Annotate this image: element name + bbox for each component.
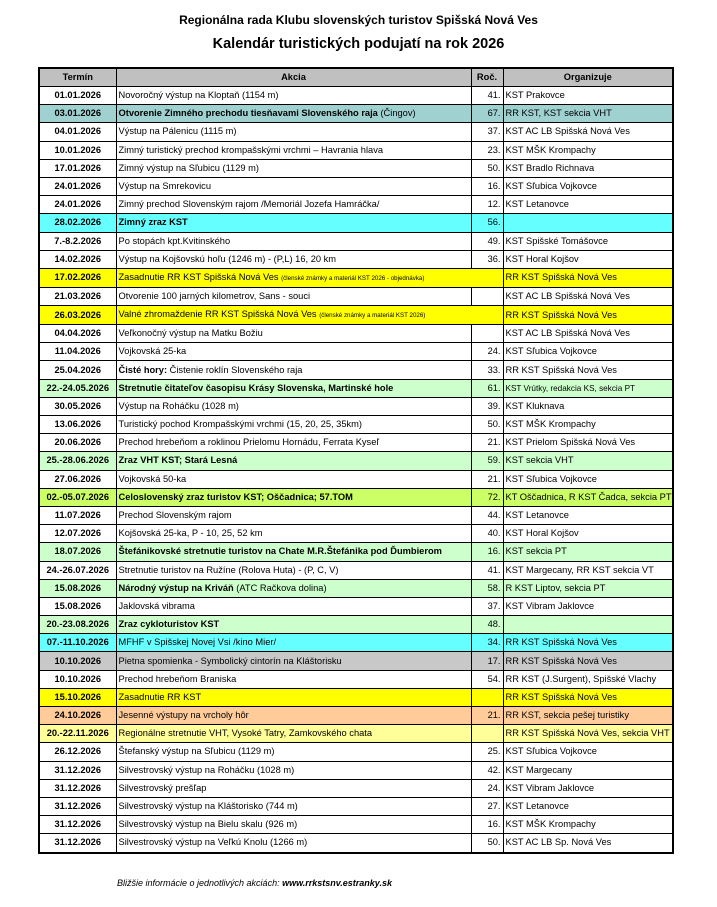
event-name-text: Regionálne stretnutie VHT, Vysoké Tatry, Zamkovského chata (118, 728, 373, 739)
table-row (39, 561, 673, 579)
event-name (116, 177, 471, 195)
table-row (39, 506, 673, 524)
event-name (116, 268, 503, 287)
event-organizer: RR KST Spišská Nová Ves (503, 306, 673, 325)
event-name-text: (Čingov) (377, 108, 416, 119)
table-row (39, 761, 673, 779)
event-name-bold: Otvorenie Zimného prechodu tiesňavami Slovenského raja (118, 108, 378, 119)
event-organizer: KST sekcia PT (503, 543, 673, 561)
event-organizer: KST Spišské Tomášovce (503, 232, 673, 250)
event-name (116, 834, 471, 853)
event-name-text: Jesenné výstupy na vrcholy hôr (118, 710, 249, 721)
event-date: 17.01.2026 (39, 159, 116, 177)
event-organizer: RR KST Spišská Nová Ves (503, 268, 673, 287)
event-date: 24.01.2026 (39, 177, 116, 195)
event-edition: 21. (471, 434, 503, 452)
event-edition (471, 287, 503, 305)
event-date: 22.-24.05.2026 (39, 379, 116, 397)
table-row (39, 250, 673, 268)
table-row (39, 707, 673, 725)
table-row (39, 779, 673, 797)
event-date: 20.06.2026 (39, 434, 116, 452)
event-name (116, 797, 471, 815)
event-organizer: KST Vibram Jaklovce (503, 779, 673, 797)
event-name (116, 561, 471, 579)
table-row (39, 306, 673, 325)
event-edition: 50. (471, 159, 503, 177)
event-date: 26.03.2026 (39, 306, 116, 325)
column-header-akcia: Akcia (116, 68, 471, 87)
event-date: 31.12.2026 (39, 834, 116, 853)
event-name (116, 343, 471, 361)
event-edition: 56. (471, 214, 503, 232)
event-name-text: Otvorenie 100 jarných kilometrov, Sans - souci (118, 290, 311, 301)
event-edition: 50. (471, 834, 503, 853)
event-name (116, 707, 471, 725)
table-row (39, 361, 673, 379)
event-edition: 16. (471, 543, 503, 561)
column-header-organizuje: Organizuje (503, 68, 673, 87)
table-row (39, 579, 673, 597)
event-edition: 67. (471, 105, 503, 123)
event-name (116, 232, 471, 250)
event-name-bold: Zraz VHT KST; Stará Lesná (118, 455, 238, 466)
event-organizer: KST Sľubica Vojkovce (503, 177, 673, 195)
table-row (39, 177, 673, 195)
event-organizer (503, 214, 673, 232)
event-name (116, 159, 471, 177)
event-edition: 42. (471, 761, 503, 779)
event-organizer: KST MŠK Krompachy (503, 816, 673, 834)
event-organizer: KST Kluknava (503, 397, 673, 415)
table-row (39, 452, 673, 470)
event-organizer: KST Vrútky, redakcia KS, sekcia PT (503, 379, 673, 397)
event-note: (členské známky a materiál KST 2026) (319, 312, 426, 320)
event-organizer: KST Horal Kojšov (503, 250, 673, 268)
event-edition: 39. (471, 397, 503, 415)
event-name (116, 325, 471, 343)
event-date: 30.05.2026 (39, 397, 116, 415)
table-row (39, 834, 673, 853)
event-date: 10.10.2026 (39, 670, 116, 688)
event-edition: 41. (471, 561, 503, 579)
event-edition: 72. (471, 488, 503, 506)
table-row (39, 725, 673, 743)
event-edition: 37. (471, 597, 503, 615)
event-name-bold: Čisté hory: (118, 364, 168, 375)
table-row (39, 743, 673, 761)
event-edition: 34. (471, 634, 503, 652)
event-date: 24.-26.07.2026 (39, 561, 116, 579)
event-name (116, 141, 471, 159)
event-name (116, 287, 471, 305)
event-name (116, 87, 471, 105)
event-name-text: Výstup na Smrekovicu (118, 181, 211, 192)
event-name (116, 397, 471, 415)
event-name-text: Silvestrovský výstup na Kláštorisko (744 m) (118, 801, 298, 812)
event-name-text: Silvestrovský výstup na Bielu skalu (926 m) (118, 819, 298, 830)
event-date: 17.02.2026 (39, 268, 116, 287)
event-edition: 27. (471, 797, 503, 815)
event-date: 04.04.2026 (39, 325, 116, 343)
event-name-bold: Zimný zraz KST (118, 217, 188, 228)
event-name-text: Novoročný výstup na Kloptaň (1154 m) (118, 90, 279, 101)
table-row (39, 797, 673, 815)
table-row (39, 325, 673, 343)
event-name-bold: Celoslovenský zraz turistov KST; Oščadnica; 57.TOM (118, 491, 353, 502)
event-edition (471, 325, 503, 343)
event-date: 31.12.2026 (39, 797, 116, 815)
table-row (39, 616, 673, 634)
event-name-text: Zasadnutie RR KST (118, 691, 202, 702)
event-name-text: Výstup na Pálenicu (1115 m) (118, 126, 237, 137)
event-name (116, 816, 471, 834)
event-name-text: Pietna spomienka - Symbolický cintorín na Kláštorisku (118, 655, 342, 666)
event-edition: 44. (471, 506, 503, 524)
event-edition: 12. (471, 196, 503, 214)
event-edition: 59. (471, 452, 503, 470)
event-name (116, 779, 471, 797)
event-name (116, 743, 471, 761)
event-edition: 61. (471, 379, 503, 397)
event-date: 15.10.2026 (39, 688, 116, 706)
event-organizer: KST Prielom Spišská Nová Ves (503, 434, 673, 452)
event-name (116, 416, 471, 434)
table-row (39, 652, 673, 670)
event-edition: 21. (471, 707, 503, 725)
event-name (116, 379, 471, 397)
event-name (116, 488, 471, 506)
table-row (39, 196, 673, 214)
event-name-text: Zimný výstup na Sľubicu (1129 m) (118, 162, 259, 173)
event-organizer: KST AC LB Spišská Nová Ves (503, 123, 673, 141)
event-name (116, 725, 471, 743)
event-date: 28.02.2026 (39, 214, 116, 232)
event-name (116, 105, 471, 123)
event-name (116, 688, 471, 706)
table-row (39, 525, 673, 543)
event-organizer: KST Horal Kojšov (503, 525, 673, 543)
event-name-text: Jaklovská vibrama (118, 600, 195, 611)
event-name-text: Valné zhromaždenie RR KST Spišská Nová Ves (118, 309, 317, 320)
event-name-bold: Štefánikovské stretnutie turistov na Chate M.R.Štefánika pod Ďumbierom (118, 546, 442, 557)
event-edition: 16. (471, 177, 503, 195)
event-date: 31.12.2026 (39, 779, 116, 797)
event-name-text: Čistenie roklín Slovenského raja (167, 364, 303, 375)
table-row (39, 634, 673, 652)
table-row (39, 343, 673, 361)
event-date: 01.01.2026 (39, 87, 116, 105)
event-edition: 17. (471, 652, 503, 670)
event-edition: 24. (471, 779, 503, 797)
event-name (116, 543, 471, 561)
event-edition: 48. (471, 616, 503, 634)
event-date: 20.-22.11.2026 (39, 725, 116, 743)
event-edition: 16. (471, 816, 503, 834)
event-organizer: KST Letanovce (503, 196, 673, 214)
event-date: 20.-23.08.2026 (39, 616, 116, 634)
event-date: 13.06.2026 (39, 416, 116, 434)
table-row (39, 105, 673, 123)
table-row (39, 123, 673, 141)
event-name (116, 579, 471, 597)
event-name-bold: Zraz cykloturistov KST (118, 619, 220, 630)
table-body (39, 87, 673, 853)
event-organizer: KST Vibram Jaklovce (503, 597, 673, 615)
event-organizer: RR KST, sekcia pešej turistiky (503, 707, 673, 725)
event-name-text: Stretnutie turistov na Ružíne (Rolova Huta) - (P, C, V) (118, 564, 339, 575)
event-edition: 50. (471, 416, 503, 434)
table-row (39, 141, 673, 159)
event-name (116, 470, 471, 488)
event-name (116, 525, 471, 543)
event-date: 24.10.2026 (39, 707, 116, 725)
event-edition (471, 725, 503, 743)
event-name (116, 634, 471, 652)
event-date: 11.04.2026 (39, 343, 116, 361)
table-row (39, 416, 673, 434)
event-date: 24.01.2026 (39, 196, 116, 214)
event-name-text: Vojkovská 50-ka (118, 473, 187, 484)
event-organizer: RR KST Spišská Nová Ves (503, 652, 673, 670)
event-name (116, 452, 471, 470)
table-row (39, 87, 673, 105)
event-edition: 21. (471, 470, 503, 488)
event-name-text: (ATC Račkova dolina) (233, 582, 327, 593)
event-organizer: KST AC LB Spišská Nová Ves (503, 325, 673, 343)
table-row (39, 268, 673, 287)
event-date: 03.01.2026 (39, 105, 116, 123)
event-date: 27.06.2026 (39, 470, 116, 488)
footer-text: Bližšie informácie o jednotlivých akciách: (117, 878, 283, 888)
event-date: 26.12.2026 (39, 743, 116, 761)
footer-note (117, 878, 392, 888)
event-edition (471, 688, 503, 706)
event-date: 18.07.2026 (39, 543, 116, 561)
event-edition: 40. (471, 525, 503, 543)
event-name (116, 652, 471, 670)
event-organizer: RR KST Spišská Nová Ves (503, 361, 673, 379)
page-title: Kalendár turistických podujatí na rok 2026 (212, 36, 505, 52)
event-date: 31.12.2026 (39, 816, 116, 834)
table-row (39, 232, 673, 250)
table-header-row (39, 68, 673, 87)
event-organizer: KST Sľubica Vojkovce (503, 743, 673, 761)
event-date: 07.-11.10.2026 (39, 634, 116, 652)
event-organizer (503, 616, 673, 634)
event-edition: 23. (471, 141, 503, 159)
table-row (39, 688, 673, 706)
event-date: 25.04.2026 (39, 361, 116, 379)
column-header-rocnik: Roč. (471, 68, 503, 87)
event-name-text: Veľkonočný výstup na Matku Božiu (118, 328, 263, 339)
event-name-text: Turistický pochod Krompašskými vrchmi (15, 20, 25, 35km) (118, 419, 363, 430)
event-name-text: Zimný prechod Slovenským rajom /Memoriál Jozefa Hamráčka/ (118, 199, 380, 210)
event-name-bold: Národný výstup na Kriváň (118, 582, 234, 593)
event-name-text: Výstup na Roháčku (1028 m) (118, 400, 239, 411)
table-row (39, 214, 673, 232)
event-name-text: Prechod hrebeňom a roklinou Prielomu Hornádu, Ferrata Kyseľ (118, 437, 380, 448)
event-organizer: KST Margecany, RR KST sekcia VT (503, 561, 673, 579)
event-organizer: RR KST Spišská Nová Ves (503, 688, 673, 706)
event-name-text: Silvestrovský výstup na Roháčku (1028 m) (118, 764, 295, 775)
event-date: 7.-8.2.2026 (39, 232, 116, 250)
event-name (116, 670, 471, 688)
table-row (39, 597, 673, 615)
event-organizer: RR KST, KST sekcia VHT (503, 105, 673, 123)
event-organizer: RR KST Spišská Nová Ves (503, 634, 673, 652)
event-organizer: KST Margecany (503, 761, 673, 779)
event-name (116, 214, 471, 232)
footer-website-link[interactable]: www.rrkstsnv.estranky.sk (282, 878, 392, 888)
table-row (39, 434, 673, 452)
table-row (39, 488, 673, 506)
organization-title: Regionálna rada Klubu slovenských turistov Spišská Nová Ves (179, 13, 538, 27)
event-date: 15.08.2026 (39, 579, 116, 597)
event-date: 02.-05.07.2026 (39, 488, 116, 506)
event-organizer: RR KST (J.Surgent), Spišské Vlachy (503, 670, 673, 688)
event-organizer: KST AC LB Spišská Nová Ves (503, 287, 673, 305)
event-note: (členské známky a materiál KST 2026 - objednávka) (281, 274, 425, 282)
event-name (116, 196, 471, 214)
event-name-bold: Stretnutie čitateľov časopisu Krásy Slovenska, Martinské hole (118, 382, 394, 393)
event-organizer: KST Sľubica Vojkovce (503, 470, 673, 488)
event-name-text: Zimný turistický prechod krompašskými vrchmi – Havrania hlava (118, 144, 384, 155)
event-organizer: KST Bradlo Richnava (503, 159, 673, 177)
event-name (116, 250, 471, 268)
event-organizer: KST AC LB Sp. Nová Ves (503, 834, 673, 853)
table-row (39, 543, 673, 561)
event-date: 04.01.2026 (39, 123, 116, 141)
event-name (116, 434, 471, 452)
event-organizer: KST MŠK Krompachy (503, 416, 673, 434)
event-organizer: KST sekcia VHT (503, 452, 673, 470)
event-name-text: MFHF v Spišskej Novej Vsi /kino Mier/ (118, 637, 277, 648)
event-edition: 24. (471, 343, 503, 361)
table-row (39, 670, 673, 688)
table-row (39, 379, 673, 397)
event-organizer: RR KST Spišská Nová Ves, sekcia VHT (503, 725, 673, 743)
event-edition: 37. (471, 123, 503, 141)
table-row (39, 816, 673, 834)
event-organizer: KST Prakovce (503, 87, 673, 105)
event-date: 25.-28.06.2026 (39, 452, 116, 470)
event-organizer: KST Letanovce (503, 506, 673, 524)
event-name (116, 616, 471, 634)
event-name (116, 361, 471, 379)
column-header-termin: Termín (39, 68, 116, 87)
events-calendar-table (38, 67, 674, 854)
table-row (39, 470, 673, 488)
event-date: 11.07.2026 (39, 506, 116, 524)
event-name-text: Silvestrovský prešľap (118, 782, 207, 793)
event-date: 15.08.2026 (39, 597, 116, 615)
event-edition: 41. (471, 87, 503, 105)
event-edition: 25. (471, 743, 503, 761)
event-edition: 33. (471, 361, 503, 379)
event-name-text: Prechod hrebeňom Braniska (118, 673, 237, 684)
event-name (116, 761, 471, 779)
event-name (116, 506, 471, 524)
table-row (39, 287, 673, 305)
event-organizer: KT Oščadnica, R KST Čadca, sekcia PT (503, 488, 673, 506)
event-edition: 49. (471, 232, 503, 250)
event-name-text: Výstup na Kojšovskú hoľu (1246 m) - (P,L) 16, 20 km (118, 253, 337, 264)
event-organizer: KST MŠK Krompachy (503, 141, 673, 159)
table-row (39, 397, 673, 415)
event-name (116, 597, 471, 615)
event-edition: 58. (471, 579, 503, 597)
event-edition: 36. (471, 250, 503, 268)
event-name-text: Prechod Slovenským rajom (118, 510, 232, 521)
event-date: 12.07.2026 (39, 525, 116, 543)
event-date: 10.01.2026 (39, 141, 116, 159)
event-organizer: KST Letanovce (503, 797, 673, 815)
event-date: 31.12.2026 (39, 761, 116, 779)
event-date: 14.02.2026 (39, 250, 116, 268)
table-row (39, 159, 673, 177)
event-name (116, 306, 503, 325)
event-name-text: Vojkovská 25-ka (118, 346, 187, 357)
event-date: 21.03.2026 (39, 287, 116, 305)
event-name (116, 123, 471, 141)
event-name-text: Silvestrovský výstup na Veľkú Knolu (1266 m) (118, 837, 308, 848)
event-name-text: Kojšovská 25-ka, P - 10, 25, 52 km (118, 528, 263, 539)
event-name-text: Po stopách kpt.Kvitinského (118, 235, 231, 246)
event-organizer: R KST Liptov, sekcia PT (503, 579, 673, 597)
event-date: 10.10.2026 (39, 652, 116, 670)
event-edition: 54. (471, 670, 503, 688)
event-name-text: Zasadnutie RR KST Spišská Nová Ves (118, 271, 279, 282)
event-organizer: KST Sľubica Vojkovce (503, 343, 673, 361)
event-name-text: Štefanský výstup na Sľubicu (1129 m) (118, 746, 275, 757)
